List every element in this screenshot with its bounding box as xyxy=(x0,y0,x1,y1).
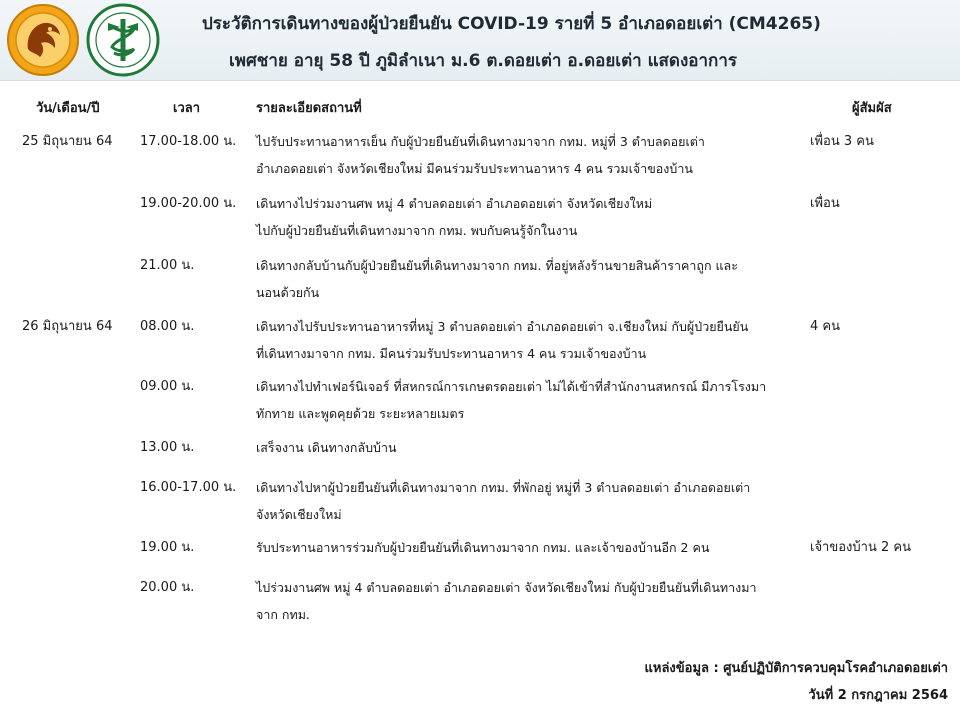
row-detail xyxy=(256,252,801,306)
column-header-date: วัน/เดือน/ปี xyxy=(36,101,100,116)
row-detail xyxy=(256,128,801,182)
row-detail xyxy=(256,190,801,244)
row-detail-line: ไปกับผู้ป่วยยืนยันที่เดินทางมาจาก กทม. พบกับคนรู้จักในงาน xyxy=(256,223,578,238)
row-detail-line: จังหวัดเชียงใหม่ xyxy=(256,507,342,522)
row-detail-line: เสร็จงาน เดินทางกลับบ้าน xyxy=(256,440,397,455)
publish-date: วันที่ 2 กรกฎาคม 2564 xyxy=(808,688,948,703)
row-contacts: 4 คน xyxy=(810,319,840,334)
row-time: 19.00-20.00 น. xyxy=(140,196,237,211)
row-time: 19.00 น. xyxy=(140,540,195,555)
row-detail-line: นอนด้วยกัน xyxy=(256,285,320,300)
document-header xyxy=(0,0,960,81)
document-title: ประวัติการเดินทางของผู้ป่วยยืนยัน COVID-19 รายที่ 5 อำเภอดอยเต่า (CM4265) xyxy=(202,14,821,34)
row-time: 20.00 น. xyxy=(140,580,195,595)
row-detail-line: จาก กทม. xyxy=(256,607,310,622)
row-time: 17.00-18.00 น. xyxy=(140,134,237,149)
row-contacts: เพื่อน 3 คน xyxy=(810,134,874,149)
row-detail xyxy=(256,313,801,367)
row-contacts: เพื่อน xyxy=(810,196,840,211)
row-time: 16.00-17.00 น. xyxy=(140,480,237,495)
patient-summary: เพศชาย อายุ 58 ปี ภูมิลำเนา ม.6 ต.ดอยเต่า อ.ดอยเต่า แสดงอาการ xyxy=(229,51,737,71)
row-time: 08.00 น. xyxy=(140,319,195,334)
row-detail-line: ไปร่วมงานศพ หมู่ 4 ตำบลดอยเต่า อำเภอดอยเต่า จังหวัดเชียงใหม่ กับผู้ป่วยยืนยันที่เดินทางมา xyxy=(256,580,757,595)
row-date: 26 มิถุนายน 64 xyxy=(22,319,113,334)
row-detail-line: รับประทานอาหารร่วมกับผู้ป่วยยืนยันที่เดินทางมาจาก กทม. และเจ้าของบ้านอีก 2 คน xyxy=(256,540,710,555)
row-detail xyxy=(256,474,801,528)
row-detail-line: เดินทางไปหาผู้ป่วยยืนยันที่เดินทางมาจาก กทม. ที่พักอยู่ หมู่ที่ 3 ตำบลดอยเต่า อำเภอดอยเต่า xyxy=(256,480,751,495)
row-detail-line: เดินทางไปทำเฟอร์นิเจอร์ ที่สหกรณ์การเกษตรดอยเต่า ไม่ได้เข้าที่สำนักงานสหกรณ์ มีภารโรงมา xyxy=(256,379,767,394)
row-detail xyxy=(256,534,801,561)
row-detail-line: ทักทาย และพูดคุยด้วย ระยะหลายเมตร xyxy=(256,406,465,421)
source-note: แหล่งข้อมูล : ศูนย์ปฏิบัติการควบคุมโรคอำเภอดอยเต่า xyxy=(644,661,948,676)
row-detail-line: ที่เดินทางมาจาก กทม. มีคนร่วมรับประทานอาหาร 4 คน รวมเจ้าของบ้าน xyxy=(256,346,647,361)
row-detail xyxy=(256,434,801,461)
row-time: 13.00 น. xyxy=(140,440,195,455)
row-detail-line: เดินทางกลับบ้านกับผู้ป่วยยืนยันที่เดินทางมาจาก กทม. ที่อยู่หลังร้านขายสินค้าราคาถูก และ xyxy=(256,258,738,273)
ministry-of-public-health-seal-icon xyxy=(86,3,160,77)
row-detail-line: ไปรับประทานอาหารเย็น กับผู้ป่วยยืนยันที่เดินทางมาจาก กทม. หมู่ที่ 3 ตำบลดอยเต่า xyxy=(256,134,705,149)
row-time: 09.00 น. xyxy=(140,379,195,394)
row-detail xyxy=(256,574,801,628)
column-header-contacts: ผู้สัมผัส xyxy=(852,101,892,116)
provincial-seal-icon xyxy=(6,3,80,77)
column-header-detail: รายละเอียดสถานที่ xyxy=(256,101,362,116)
row-detail xyxy=(256,373,801,427)
column-header-time: เวลา xyxy=(173,101,201,116)
row-detail-line: อำเภอดอยเต่า จังหวัดเชียงใหม่ มีคนร่วมรับประทานอาหาร 4 คน รวมเจ้าของบ้าน xyxy=(256,161,693,176)
row-contacts: เจ้าของบ้าน 2 คน xyxy=(810,540,911,555)
row-date: 25 มิถุนายน 64 xyxy=(22,134,113,149)
row-time: 21.00 น. xyxy=(140,258,195,273)
row-detail-line: เดินทางไปร่วมงานศพ หมู่ 4 ตำบลดอยเต่า อำเภอดอยเต่า จังหวัดเชียงใหม่ xyxy=(256,196,653,211)
row-detail-line: เดินทางไปรับประทานอาหารที่หมู่ 3 ตำบลดอยเต่า อำเภอดอยเต่า จ.เชียงใหม่ กับผู้ป่วยยืนยัน xyxy=(256,319,749,334)
